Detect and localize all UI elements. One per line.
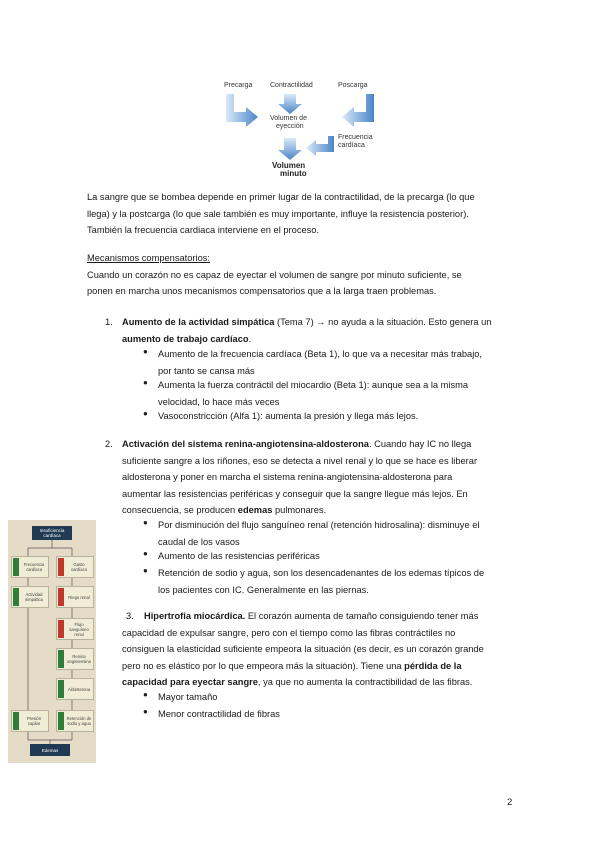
item3-line5a: capacidad para eyectar sangre	[122, 677, 258, 687]
label-volumen-eyeccion-2: eyección	[276, 123, 304, 130]
label-frecuencia-2: cardíaca	[338, 142, 365, 149]
item2-bullet1	[158, 517, 515, 550]
flow-gasto	[56, 556, 94, 578]
item2-bullet1-line2: caudal de los vasos	[158, 536, 240, 547]
bullet-icon: ●	[143, 549, 148, 558]
label-contractilidad: Contractilidad	[270, 82, 313, 89]
item2-paragraph	[122, 436, 515, 519]
item2-bullet2: Aumento de las resistencias periféricas	[158, 551, 320, 561]
label-precarga: Precarga	[224, 82, 253, 89]
item3-line4b: pérdida de la	[404, 660, 462, 671]
flow-edemas-box	[30, 744, 70, 756]
item2-line4: aumentar las resistencias periféricas y conseguir que la sangre llegue más lejos. En	[122, 488, 468, 499]
flow-top-box	[32, 526, 72, 540]
page-number: 2	[507, 797, 513, 808]
item2-bullet3-line1: Retención de sodio y agua, son los desencadenantes de los edemas típicos de	[158, 568, 485, 578]
intro-paragraph	[87, 189, 515, 239]
flow-presion	[11, 710, 49, 732]
item1-bullet3: Vasoconstricción (Alfa 1): aumenta la presión y llega más lejos.	[158, 411, 419, 421]
item2-bullet3-line2: los pacientes con IC. Generalmente en las piernas.	[158, 584, 369, 595]
item3-number: 3.	[126, 611, 134, 621]
item3-rest1: El corazón aumenta de tamaño consiguiendo tener más	[245, 611, 479, 621]
flow-actividad-text: Actividad simpática	[25, 592, 43, 602]
item1-bold2: aumento de trabajo cardíaco	[122, 333, 249, 344]
item1-bullet2	[158, 377, 515, 410]
item3-line3: consiguen la elasticidad suficiente empeora la situación (es decir, es un corazón grande	[122, 644, 484, 654]
flow-riego-text: Riego renal	[68, 594, 90, 600]
item1-title: Aumento de la actividad simpática	[122, 317, 275, 327]
item2-line1	[122, 436, 515, 453]
flow-retencion-text: Retención de sodio y agua	[66, 716, 92, 726]
item1-line1	[122, 314, 515, 331]
bullet-icon: ●	[143, 690, 148, 699]
up-arrow-icon	[58, 680, 64, 698]
flow-renina-text: Renina angiotensina	[67, 654, 91, 664]
item2-line5c: pulmonares.	[272, 505, 327, 515]
item2-line3: aldosterona y poner en marcha el sistema renina-angiotensina-aldosterona para	[122, 472, 453, 482]
up-arrow-icon	[58, 712, 64, 730]
up-arrow-icon	[13, 712, 19, 730]
flow-flujo	[56, 618, 94, 640]
item2-number: 2.	[105, 439, 113, 449]
item2-bullet3	[158, 565, 515, 598]
flow-aldosterona	[56, 678, 94, 700]
flow-frecuencia	[11, 556, 49, 578]
heart-failure-flowchart	[8, 520, 96, 763]
intro-line: También la frecuencia cardiaca interviene en el proceso.	[87, 225, 320, 235]
flow-flujo-text: Flujo sanguíneo renal	[69, 621, 89, 637]
item2-line5a: consecuencia, se producen	[122, 505, 238, 515]
item3-title: Hipertrofia miocárdica.	[144, 611, 246, 621]
label-volumen-eyeccion-1: Volumen de	[270, 115, 307, 122]
bullet-icon: ●	[143, 518, 148, 527]
flow-riego	[56, 586, 94, 608]
flow-renina	[56, 648, 94, 670]
item3-line4a: pero no es elástico por lo que empeora más la situación). Tiene una	[122, 660, 405, 671]
flow-presion-text: Presión capilar	[26, 716, 42, 726]
item3-bullet2: Menor contractilidad de fibras	[158, 709, 280, 719]
down-arrow-icon	[58, 620, 64, 638]
item1-bullet1-line1: Aumento de la frecuencia cardíaca (Beta 1), lo que va a necesitar más trabajo,	[158, 349, 483, 359]
item2-line2: suficiente sangre a los riñones, eso se detecta a nivel renal y lo que se hace es liberar	[122, 455, 478, 466]
ejection-volume-diagram	[220, 78, 380, 180]
item3-line4	[122, 658, 515, 675]
down-arrow-icon	[58, 588, 64, 606]
item1-bullet1-line2: por tanto se cansa más	[158, 365, 255, 376]
mecanismos-line: ponen en marcha unos mecanismos compensatorios que a la larga traen problemas.	[87, 286, 437, 296]
item2-edemas: edemas	[237, 505, 273, 515]
item1-rest2: .	[248, 333, 252, 344]
item3-paragraph	[122, 608, 515, 691]
label-poscarga: Poscarga	[338, 82, 368, 89]
down-arrow-icon	[58, 558, 64, 576]
label-volumen-minuto-2: minuto	[280, 169, 307, 178]
flow-frecuencia-text: Frecuencia cardíaca	[23, 562, 45, 572]
flow-top-text: Insuficiencia cardíaca	[39, 528, 65, 538]
mecanismos-heading: Mecanismos compensatorios:	[87, 253, 210, 263]
item1-rest1: (Tema 7) → no ayuda a la situación. Esto genera un	[274, 317, 492, 327]
item1-number: 1.	[105, 317, 113, 327]
bullet-icon: ●	[143, 409, 148, 418]
flow-actividad	[11, 586, 49, 608]
item3-line5b: , ya que no aumenta la contractibilidad de las fibras.	[257, 677, 473, 687]
flow-gasto-text: Gasto cardíaco	[70, 562, 88, 572]
bullet-icon: ●	[143, 347, 148, 356]
item2-rest1: . Cuando hay IC no llega	[368, 439, 472, 449]
up-arrow-icon	[13, 588, 19, 606]
item1-bullet2-line2: velocidad, lo hace más veces	[158, 396, 280, 407]
item1-paragraph	[122, 314, 515, 347]
bullet-icon: ●	[143, 707, 148, 716]
mecanismos-section	[87, 250, 515, 300]
label-volumen-minuto-1: Volumen	[272, 161, 306, 170]
item1-bullet1	[158, 346, 515, 379]
label-frecuencia-1: Frecuencia	[338, 134, 373, 141]
item1-bullet2-line1: Aumenta la fuerza contráctil del miocardio (Beta 1): aunque sea a la misma	[158, 380, 469, 390]
flow-edemas-text: Edemas	[41, 747, 59, 753]
item3-bullet1: Mayor tamaño	[158, 692, 218, 702]
item3-line1	[122, 608, 515, 625]
up-arrow-icon	[58, 650, 64, 668]
item2-bullet1-line1: Por disminución del flujo sanguíneo renal (retención hidrosalina): disminuye el	[158, 520, 480, 530]
mecanismos-line: Cuando un corazón no es capaz de eyectar el volumen de sangre por minuto suficiente, se	[87, 269, 462, 280]
bullet-icon: ●	[143, 566, 148, 575]
item3-line2: capacidad de expulsar sangre, pero con el tiempo como las fibras contráctiles no	[122, 627, 456, 638]
flow-aldosterona-text: Aldosterona	[67, 686, 91, 692]
intro-line: La sangre que se bombea depende en primer lugar de la contractilidad, de la precarga (lo que	[87, 192, 475, 202]
up-arrow-icon	[13, 558, 19, 576]
bullet-icon: ●	[143, 378, 148, 387]
item1-line2	[122, 331, 515, 348]
flow-retencion	[56, 710, 94, 732]
intro-line: llega) y la postcarga (lo que sale también es muy importante, influye la resistencia posterior).	[87, 208, 469, 219]
item2-title: Activación del sistema renina-angiotensina-aldosterona	[122, 439, 369, 449]
